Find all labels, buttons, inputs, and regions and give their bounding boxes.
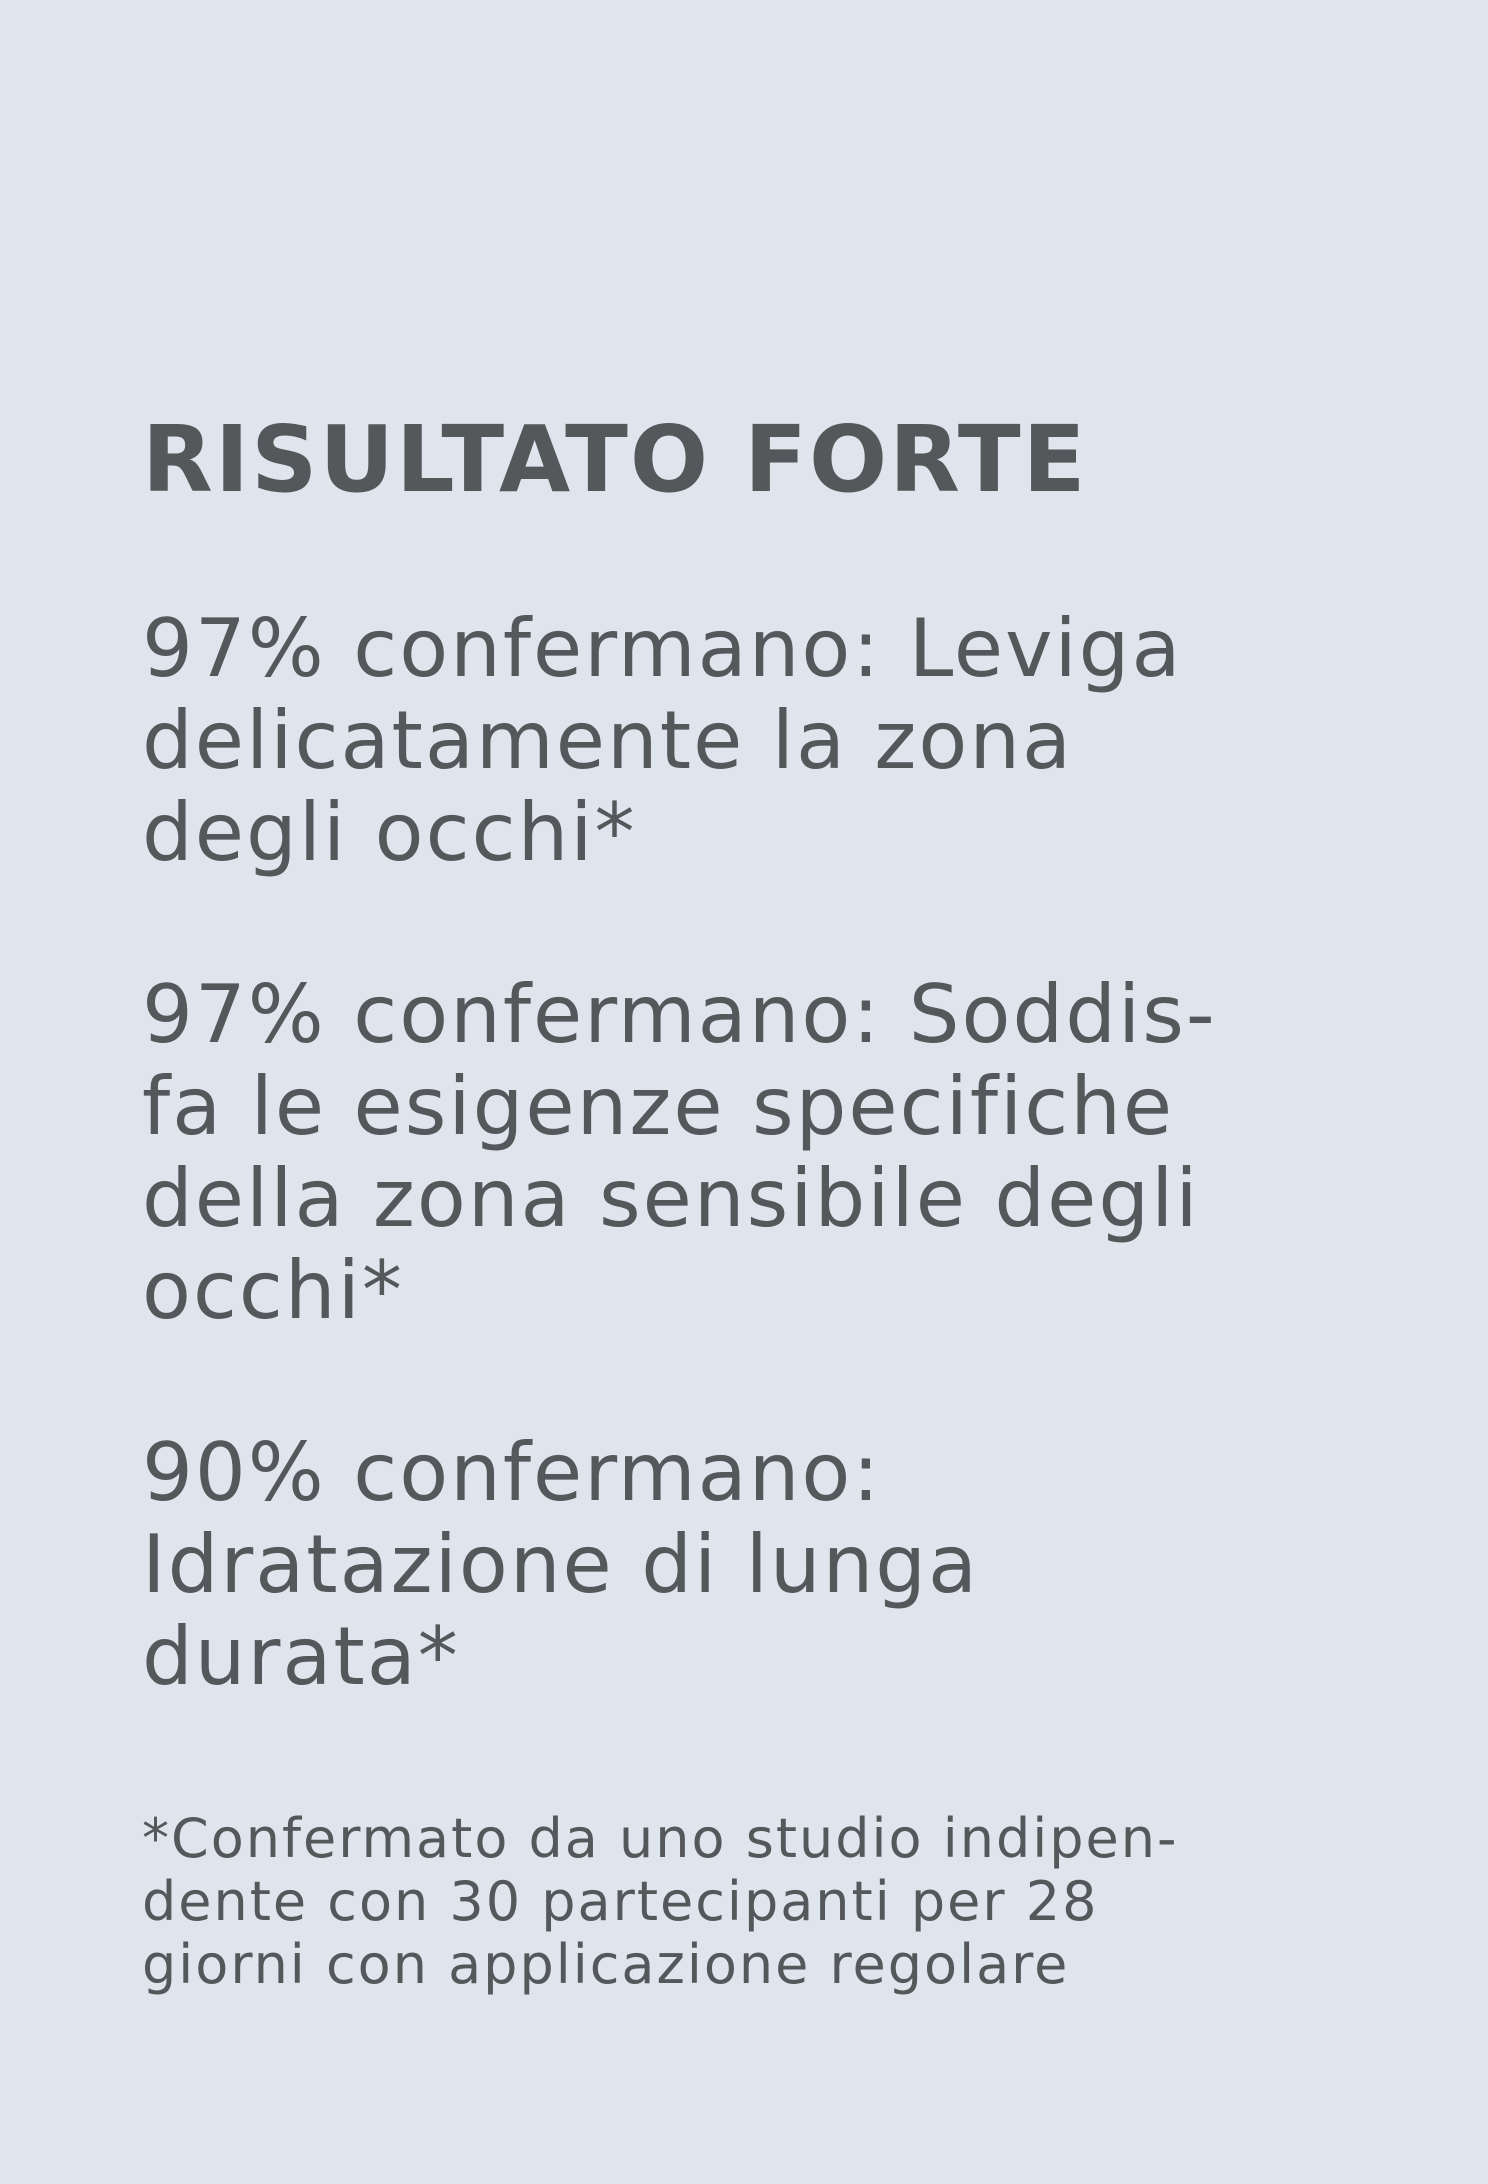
- claim-line: 97% confermano: Leviga: [142, 602, 1183, 695]
- claim-hydration: [142, 1427, 1372, 1703]
- footnote-line: giorni con applicazione regolare: [142, 1933, 1070, 1996]
- results-panel: [142, 405, 1372, 1996]
- section-heading: RISULTATO FORTE: [142, 406, 1088, 513]
- claim-line: fa le esigenze specifiche: [142, 1060, 1175, 1153]
- claim-line: Idratazione di lunga: [142, 1518, 980, 1611]
- claim-specific-needs: [142, 969, 1372, 1337]
- claim-line: 97% confermano: Soddis-: [142, 968, 1217, 1061]
- claim-line: delicatamente la zona: [142, 694, 1074, 787]
- claim-smoothing: [142, 603, 1372, 879]
- claim-line: occhi*: [142, 1244, 404, 1337]
- claim-line: della zona sensibile degli: [142, 1152, 1200, 1245]
- claim-line: 90% confermano:: [142, 1426, 882, 1519]
- footnote-line: *Confermato da uno studio indipen-: [142, 1807, 1179, 1870]
- study-footnote: [142, 1807, 1372, 1996]
- footnote-line: dente con 30 partecipanti per 28: [142, 1870, 1099, 1933]
- claim-line: durata*: [142, 1610, 460, 1703]
- claim-line: degli occhi*: [142, 786, 637, 879]
